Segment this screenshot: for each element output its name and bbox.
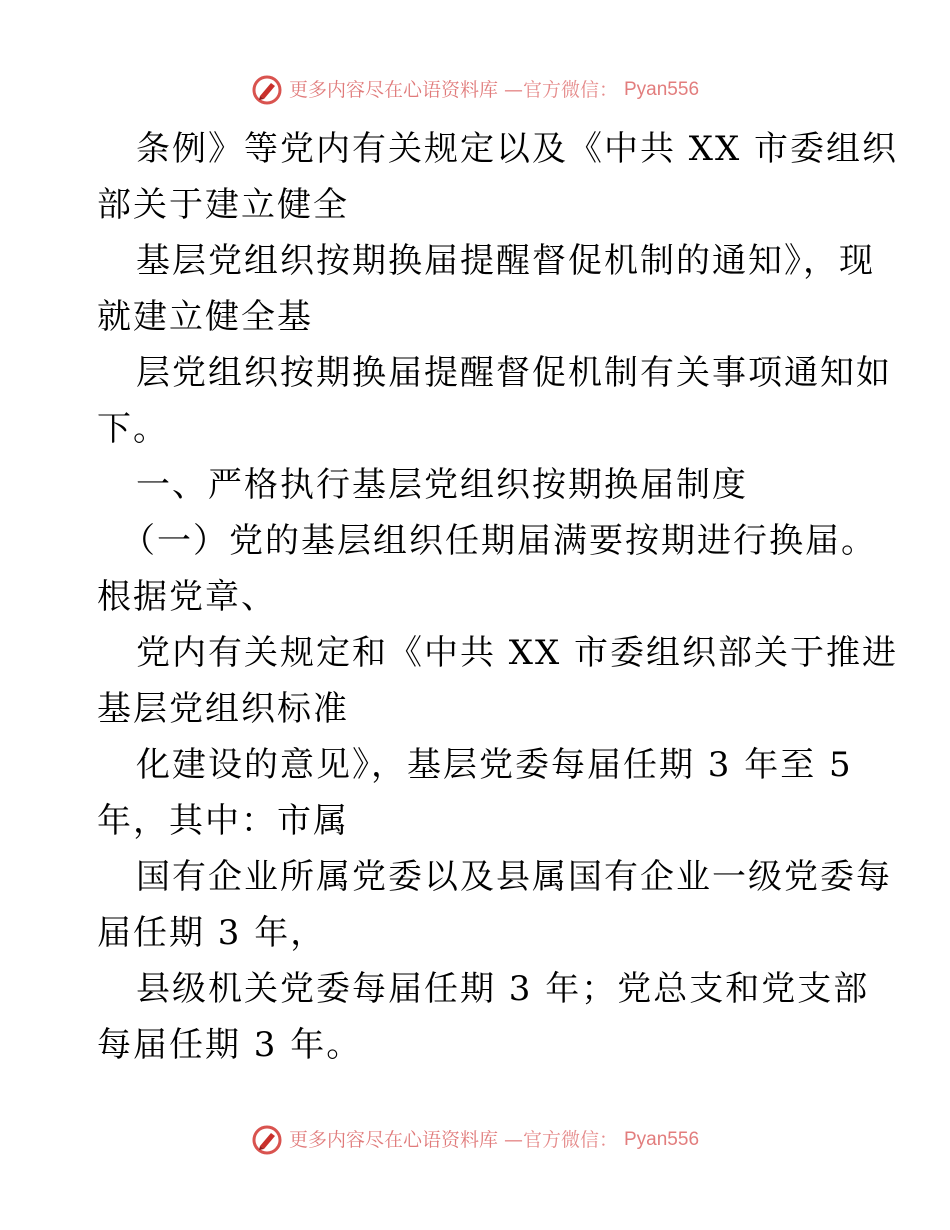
paragraph-line: 每届任期 3 年。 (97, 1025, 363, 1065)
paragraph-line: 层党组织按期换届提醒督促机制有关事项通知如 (136, 353, 892, 393)
paragraph (97, 121, 899, 233)
paragraph-line: 届任期 3 年， (97, 913, 327, 953)
watermark-sub-text: —官方微信： (503, 1129, 618, 1151)
paragraph-line: 县级机关党委每届任期 3 年；党总支和党支部 (136, 969, 870, 1009)
watermark-wechat-id: Pyan556 (624, 1129, 700, 1150)
pen-circle-icon (251, 1124, 283, 1156)
paragraph (97, 513, 877, 625)
paragraph-line: 化建设的意见》，基层党委每届任期 3 年至 5 (136, 745, 853, 785)
pen-circle-icon (251, 74, 283, 106)
paragraph-line: 基层党组织标准 (97, 689, 349, 729)
paragraph (97, 233, 875, 345)
section-heading-text: 一、严格执行基层党组织按期换届制度 (136, 465, 748, 505)
paragraph-line: （一）党的基层组织任期届满要按期进行换届。 (121, 521, 877, 561)
paragraph-line: 国有企业所属党委以及县属国有企业一级党委每 (136, 857, 892, 897)
paragraph (97, 625, 899, 737)
paragraph (97, 737, 857, 849)
paragraph-line: 年，其中：市属 (97, 801, 349, 841)
paragraph-line: 条例》等党内有关规定以及《中共 XX 市委组织 (136, 129, 899, 169)
footer-watermark (0, 1120, 950, 1160)
watermark-main-text: 更多内容尽在心语资料库 (288, 1129, 498, 1151)
paragraph-line: 下。 (97, 409, 169, 449)
paragraph (97, 961, 870, 1073)
section-heading (97, 457, 857, 513)
watermark-wechat-id: Pyan556 (624, 79, 700, 100)
paragraph (97, 345, 892, 457)
paragraph-line: 根据党章、 (97, 577, 277, 617)
paragraph-line: 党内有关规定和《中共 XX 市委组织部关于推进 (136, 633, 899, 673)
paragraph-line: 就建立健全基 (97, 297, 313, 337)
watermark-main-text: 更多内容尽在心语资料库 (288, 79, 498, 101)
header-watermark (0, 70, 950, 110)
document-body (97, 121, 899, 1073)
paragraph-line: 基层党组织按期换届提醒督促机制的通知》，现 (136, 241, 875, 281)
watermark-sub-text: —官方微信： (503, 79, 618, 101)
paragraph-line: 部关于建立健全 (97, 185, 349, 225)
paragraph (97, 849, 892, 961)
